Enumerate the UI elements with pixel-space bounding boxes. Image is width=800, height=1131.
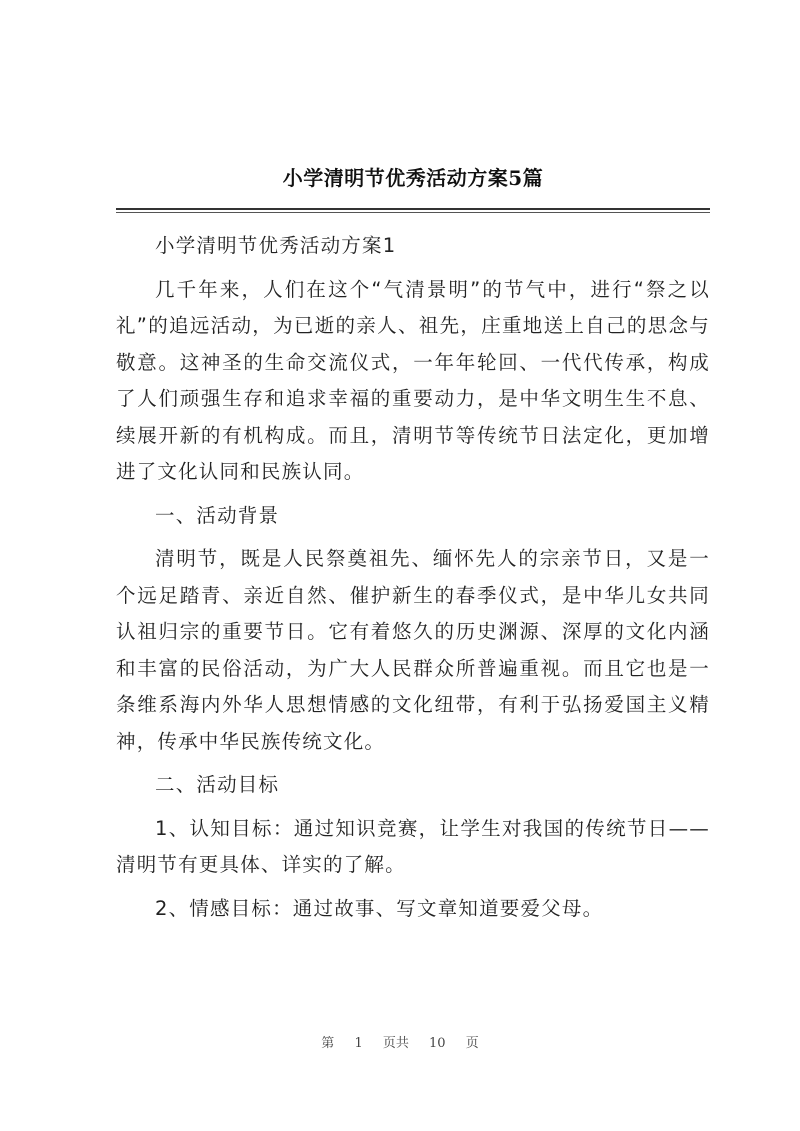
footer-total-pages: 10: [429, 1036, 446, 1051]
section-heading-background: 一、活动背景: [155, 503, 280, 527]
document-body: [116, 228, 710, 927]
background-paragraph: 清明节，既是人民祭奠祖先、缅怀先人的宗亲节日，又是一个远足踏青、亲近自然、催护新生的春季仪式，是中华儿女共同认祖归宗的重要节日。它有着悠久的历史渊源、深厚的文化内涵和丰富的民俗活动，为广大人民群众所普遍重视。而且它也是一条维系海内外华人思想情感的文化纽带，有利于弘扬爱国主义精神，传承中华民族传统文化。: [116, 547, 710, 753]
footer-middle: 页共: [382, 1036, 409, 1051]
section-heading-plan-1: 小学清明节优秀活动方案1: [155, 234, 397, 257]
page-footer: [0, 1032, 800, 1051]
title-divider-thin: [116, 212, 710, 213]
intro-paragraph: 几千年来，人们在这个“气清景明”的节气中，进行“祭之以礼”的追远活动，为已逝的亲人、祖先，庄重地送上自己的思念与敬意。这神圣的生命交流仪式，一年年轮回、一代代传承，构成了人们顽强生存和追求幸福的重要动力，是中华文明生生不息、续展开新的有机构成。而且，清明节等传统节日法定化，更加增进了文化认同和民族认同。: [116, 277, 710, 483]
document-title: 小学清明节优秀活动方案5篇: [282, 166, 544, 190]
goal-item-cognitive: 1、认知目标：通过知识竞赛，让学生对我国的传统节日——清明节有更具体、详实的了解。: [116, 816, 710, 876]
footer-current-page: 1: [354, 1036, 363, 1051]
goal-item-emotional: 2、情感目标：通过故事、写文章知道要爱父母。: [155, 896, 604, 920]
title-divider: [116, 208, 710, 210]
section-heading-goals: 二、活动目标: [155, 773, 280, 796]
footer-suffix: 页: [465, 1036, 479, 1051]
footer-prefix: 第: [321, 1036, 335, 1051]
